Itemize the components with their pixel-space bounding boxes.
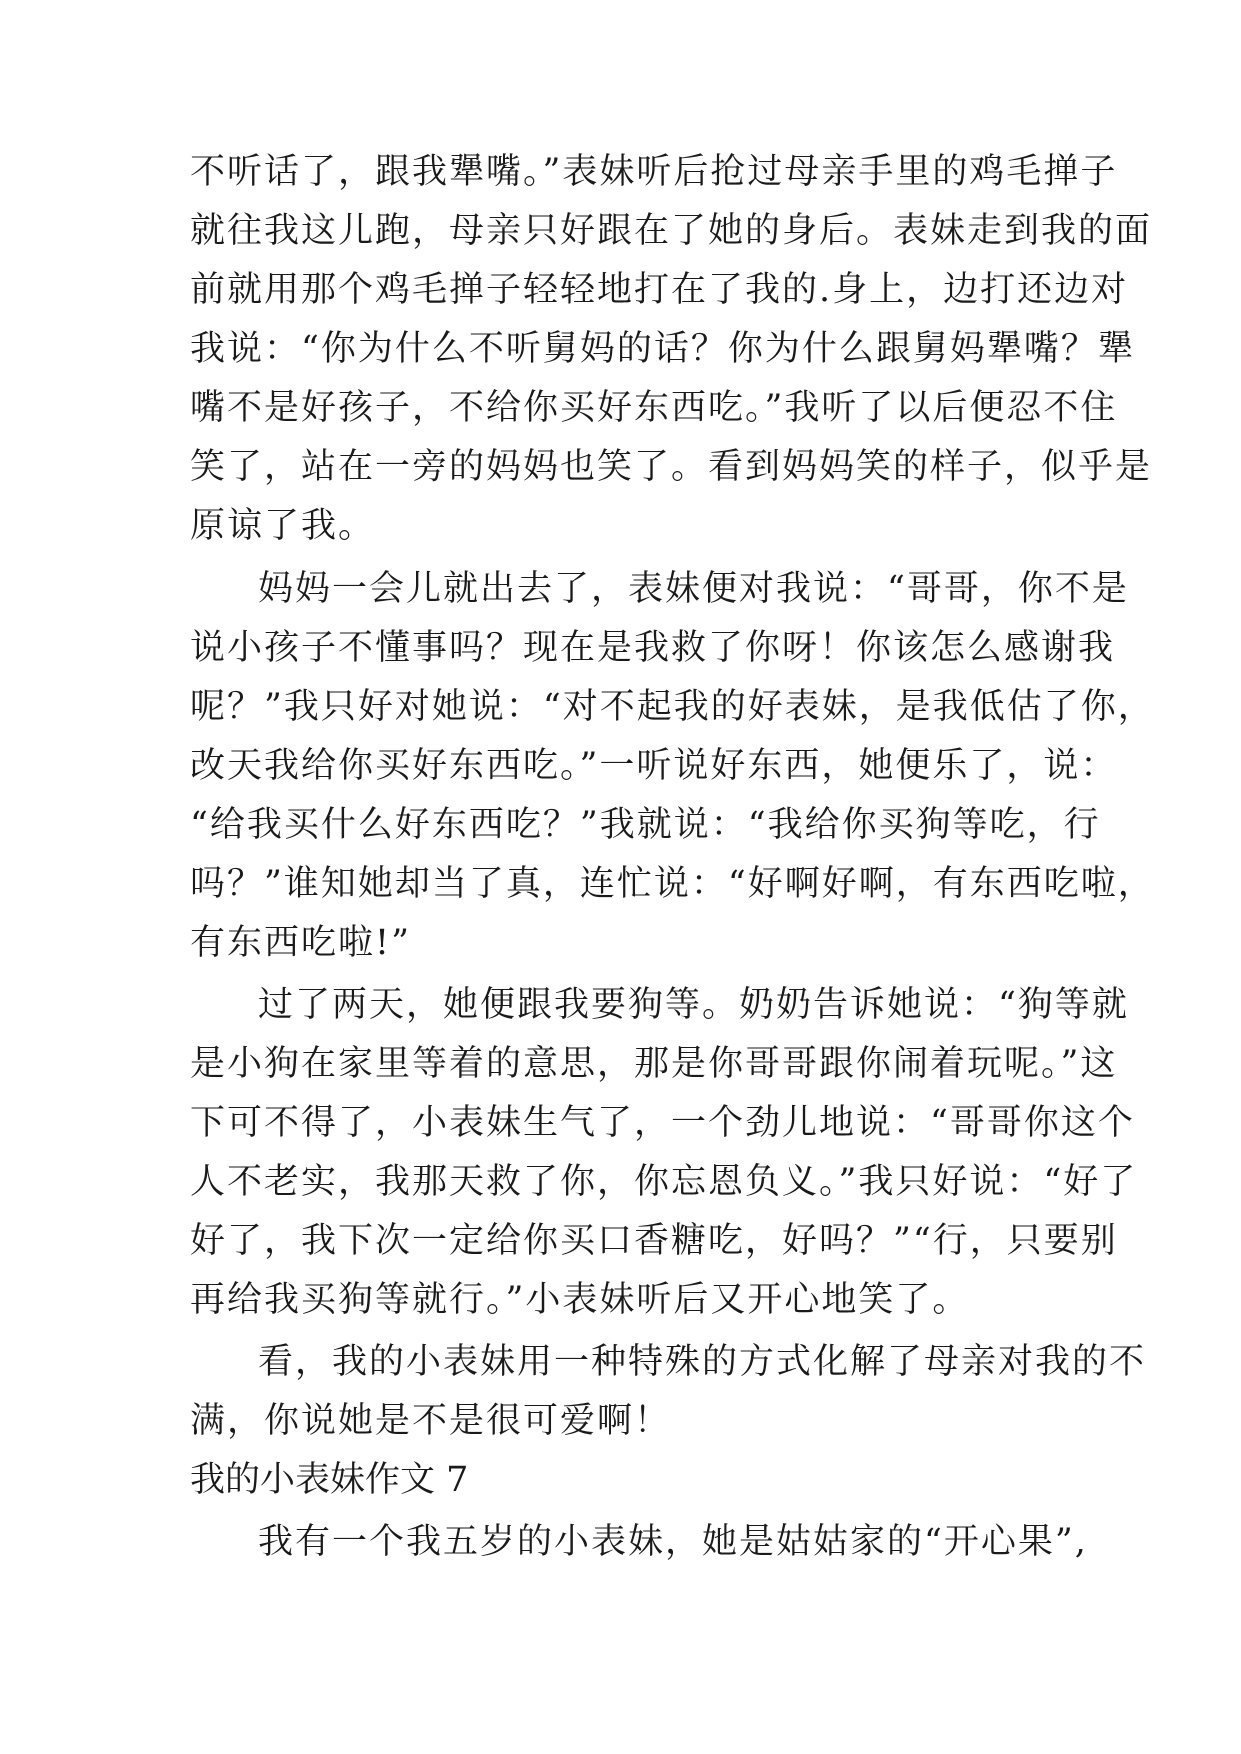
text-line: “给我买什么好东西吃？”我就说：“我给你买狗等吃，行 (190, 805, 1101, 845)
text-line: 前就用那个鸡毛掸子轻轻地打在了我的.身上，边打还边对 (190, 270, 1129, 310)
text-line: 原谅了我。 (190, 506, 376, 546)
text-line: 是小狗在家里等着的意思，那是你哥哥跟你闹着玩呢。”这 (190, 1044, 1118, 1084)
paragraph-first-line: 看，我的小表妹用一种特殊的方式化解了母亲对我的不 (258, 1342, 1147, 1382)
text-line: 呢？”我只好对她说：“对不起我的好表妹，是我低估了你， (190, 687, 1155, 727)
text-line: 下可不得了，小表妹生气了，一个劲儿地说：“哥哥你这个 (190, 1103, 1135, 1143)
text-line: 人不老实，我那天救了你，你忘恩负义。”我只好说：“好了 (190, 1162, 1138, 1202)
text-line: 再给我买狗等就行。”小表妹听后又开心地笑了。 (190, 1280, 970, 1320)
text-line: 满，你说她是不是很可爱啊！ (190, 1401, 672, 1441)
paragraph-first-line: 过了两天，她便跟我要狗等。奶奶告诉她说：“狗等就 (258, 985, 1129, 1025)
text-line: 我说：“你为什么不听舅妈的话？你为什么跟舅妈犟嘴？犟 (190, 329, 1135, 369)
text-line: 说小孩子不懂事吗？现在是我救了你呀！你该怎么感谢我 (190, 628, 1116, 668)
text-line: 吗？”谁知她却当了真，连忙说：“好啊好啊，有东西吃啦， (190, 864, 1155, 904)
text-line: 嘴不是好孩子，不给你买好东西吃。”我听了以后便忍不住 (190, 388, 1118, 428)
text-line: 有东西吃啦!” (190, 923, 411, 963)
section-heading: 我的小表妹作文 7 (190, 1460, 469, 1500)
text-line: 笑了，站在一旁的妈妈也笑了。看到妈妈笑的样子，似乎是 (190, 447, 1153, 487)
text-line: 就往我这儿跑，母亲只好跟在了她的身后。表妹走到我的面 (190, 211, 1153, 251)
paragraph-first-line: 妈妈一会儿就出去了，表妹便对我说：“哥哥，你不是 (258, 569, 1129, 609)
text-line: 不听话了，跟我犟嘴。”表妹听后抢过母亲手里的鸡毛掸子 (190, 152, 1118, 192)
paragraph-first-line: 我有一个我五岁的小表妹，她是姑姑家的“开心果”, (258, 1522, 1088, 1562)
text-line: 好了，我下次一定给你买口香糖吃，好吗？”“行，只要别 (190, 1221, 1118, 1261)
text-line: 改天我给你买好东西吃。”一听说好东西，她便乐了，说： (190, 746, 1118, 786)
